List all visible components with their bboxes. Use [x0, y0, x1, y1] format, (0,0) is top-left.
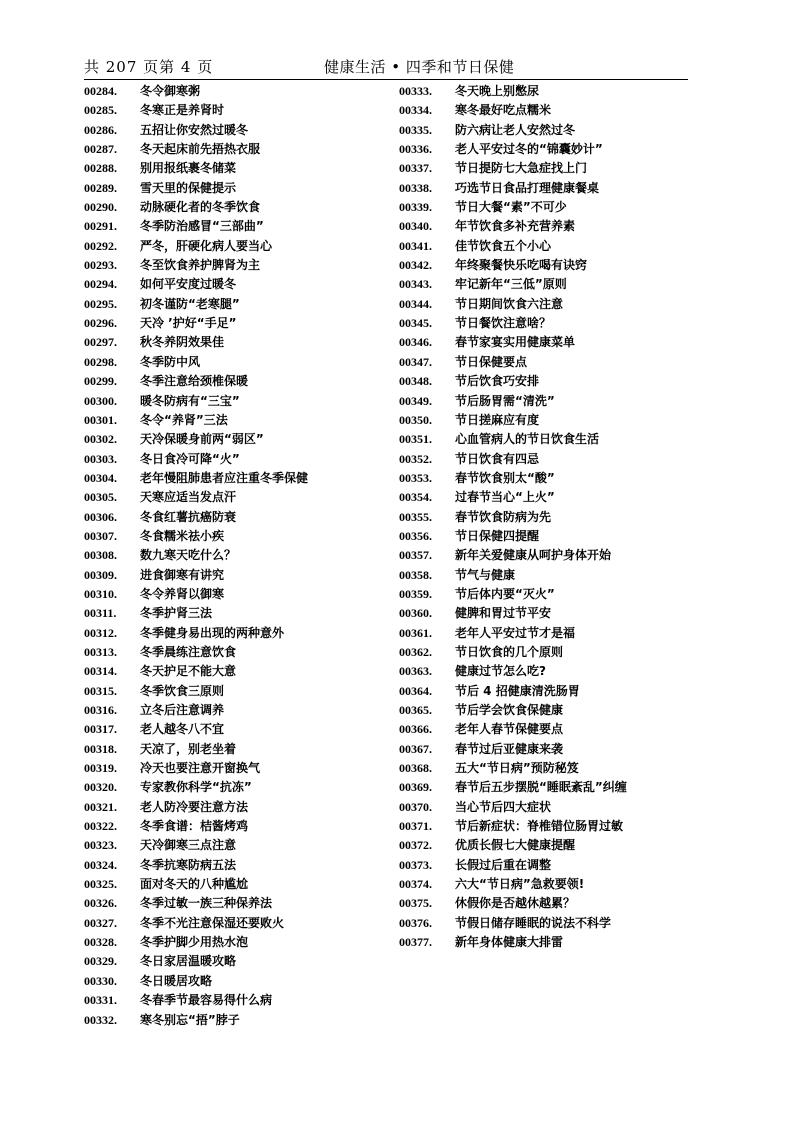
toc-entry[interactable]	[399, 817, 699, 836]
entry-title: 冬季健身易出现的两种意外	[140, 625, 285, 640]
toc-entry[interactable]	[84, 701, 384, 720]
entry-number: 00296.	[84, 316, 117, 331]
entry-title: 进食御寒有讲究	[140, 567, 225, 582]
toc-entry[interactable]	[84, 372, 384, 391]
entry-number: 00304.	[84, 470, 117, 485]
entry-number: 00356.	[399, 528, 432, 543]
entry-number: 00370.	[399, 799, 432, 814]
toc-entry[interactable]	[84, 682, 384, 701]
toc-entry[interactable]	[84, 643, 384, 662]
entry-title: 六大“节日病”急救要领!	[455, 877, 585, 892]
entry-title: 冬季护脚少用热水泡	[140, 935, 249, 950]
entry-number: 00361.	[399, 625, 432, 640]
toc-entry[interactable]	[84, 817, 384, 836]
entry-title: 佳节饮食五个小心	[455, 238, 552, 253]
toc-entry[interactable]	[84, 759, 384, 778]
toc-entry[interactable]	[84, 159, 384, 178]
entry-number: 00341.	[399, 238, 432, 253]
entry-title: 老人越冬八不宜	[140, 722, 225, 737]
entry-title: 节日搓麻应有度	[455, 412, 540, 427]
toc-column-left	[84, 82, 384, 1030]
entry-number: 00339.	[399, 200, 432, 215]
toc-entry[interactable]	[399, 121, 699, 140]
toc-entry[interactable]	[399, 256, 699, 275]
entry-title: 节日饮食有四忌	[455, 451, 540, 466]
entry-number: 00334.	[399, 103, 432, 118]
entry-title: 初冬谨防“老寒腿”	[140, 296, 240, 311]
entry-number: 00374.	[399, 877, 432, 892]
toc-entry[interactable]	[399, 333, 699, 352]
entry-number: 00325.	[84, 877, 117, 892]
entry-title: 冬季不光注意保湿还要败火	[140, 915, 285, 930]
entry-number: 00354.	[399, 490, 432, 505]
entry-number: 00289.	[84, 180, 117, 195]
entry-number: 00367.	[399, 741, 432, 756]
entry-number: 00343.	[399, 277, 432, 292]
entry-title: 节日饮食的几个原则	[455, 644, 564, 659]
entry-title: 冬至饮食养护脾肾为主	[140, 258, 261, 273]
entry-number: 00317.	[84, 722, 117, 737]
entry-title: 年终聚餐快乐吃喝有诀窍	[455, 258, 588, 273]
toc-entry[interactable]	[84, 624, 384, 643]
entry-title: 当心节后四大症状	[455, 799, 552, 814]
toc-entry[interactable]	[399, 140, 699, 159]
toc-entry[interactable]	[84, 179, 384, 198]
entry-title: 天凉了，别老坐着	[140, 741, 237, 756]
entry-title: 寒冬最好吃点糯米	[455, 103, 552, 118]
toc-entry[interactable]	[399, 643, 699, 662]
entry-title: 天寒应适当发点汗	[140, 490, 237, 505]
toc-entry[interactable]	[399, 353, 699, 372]
toc-entry[interactable]	[84, 314, 384, 333]
toc-entry[interactable]	[399, 933, 699, 952]
entry-number: 00340.	[399, 219, 432, 234]
toc-entry[interactable]	[399, 875, 699, 894]
entry-title: 健康过节怎么吃?	[455, 664, 546, 679]
entry-number: 00349.	[399, 393, 432, 408]
entry-title: 天冷 ’护好“手足”	[140, 316, 237, 331]
entry-number: 00333.	[399, 84, 432, 98]
entry-number: 00373.	[399, 857, 432, 872]
entry-number: 00313.	[84, 644, 117, 659]
entry-number: 00338.	[399, 180, 432, 195]
entry-title: 暖冬防病有“三宝”	[140, 393, 240, 408]
entry-number: 00306.	[84, 509, 117, 524]
toc-entry[interactable]	[399, 159, 699, 178]
toc-entry[interactable]	[399, 740, 699, 759]
entry-number: 00375.	[399, 896, 432, 911]
entry-title: 如何平安度过暖冬	[140, 277, 237, 292]
entry-title: 老年慢阻肺患者应注重冬季保健	[140, 470, 309, 485]
entry-title: 五大“节日病”预防秘笈	[455, 761, 579, 776]
entry-number: 00308.	[84, 548, 117, 563]
entry-number: 00299.	[84, 374, 117, 389]
entry-title: 专家教你科学“抗冻”	[140, 780, 252, 795]
entry-number: 00302.	[84, 432, 117, 447]
entry-title: 冬令“养肾”三法	[140, 412, 228, 427]
entry-title: 节后学会饮食保健康	[455, 703, 564, 717]
entry-number: 00323.	[84, 838, 117, 853]
entry-number: 00352.	[399, 451, 432, 466]
entry-title: 春节过后亚健康来袭	[455, 741, 564, 756]
toc-entry[interactable]	[84, 469, 384, 488]
toc-entry[interactable]	[399, 275, 699, 294]
entry-title: 冬季晨练注意饮食	[140, 644, 237, 659]
toc-entry[interactable]	[84, 875, 384, 894]
entry-number: 00344.	[399, 296, 432, 311]
entry-number: 00351.	[399, 432, 432, 447]
entry-title: 节后 4 招健康清洗肠胃	[455, 683, 580, 698]
entry-number: 00328.	[84, 935, 117, 950]
toc-entry[interactable]	[84, 894, 384, 913]
toc-entry[interactable]	[84, 798, 384, 817]
toc-entry[interactable]	[84, 972, 384, 991]
entry-title: 冬令养肾以御寒	[140, 586, 225, 601]
entry-title: 节日大餐“素”不可少	[455, 200, 567, 215]
toc-entry[interactable]	[84, 333, 384, 352]
entry-title: 冬天起床前先捂热衣服	[140, 142, 261, 157]
entry-number: 00329.	[84, 954, 117, 969]
entry-title: 冬季饮食三原则	[140, 683, 225, 698]
entry-number: 00320.	[84, 780, 117, 795]
toc-entry[interactable]	[84, 353, 384, 372]
entry-number: 00285.	[84, 103, 117, 118]
entry-title: 老年人春节保健要点	[455, 722, 564, 737]
toc-entry[interactable]	[399, 759, 699, 778]
toc-entry[interactable]	[399, 836, 699, 855]
entry-title: 节后饮食巧安排	[455, 374, 540, 389]
entry-title: 别用报纸裹冬储菜	[140, 161, 237, 176]
entry-number: 00319.	[84, 761, 117, 776]
toc-entry[interactable]	[399, 778, 699, 797]
entry-title: 新年身体健康大排雷	[455, 935, 564, 950]
toc-entry[interactable]	[399, 314, 699, 333]
toc-entry[interactable]	[84, 836, 384, 855]
toc-entry[interactable]	[399, 392, 699, 411]
entry-number: 00305.	[84, 490, 117, 505]
entry-number: 00297.	[84, 335, 117, 350]
toc-entry[interactable]	[84, 585, 384, 604]
entry-number: 00364.	[399, 683, 432, 698]
entry-title: 心血管病人的节日饮食生活	[455, 432, 600, 447]
entry-number: 00347.	[399, 354, 432, 369]
entry-number: 00312.	[84, 625, 117, 640]
entry-title: 节后新症状：脊椎错位肠胃过敏	[455, 819, 624, 834]
entry-number: 00359.	[399, 586, 432, 601]
entry-number: 00377.	[399, 935, 432, 950]
entry-number: 00371.	[399, 819, 432, 834]
toc-entry[interactable]	[84, 275, 384, 294]
entry-title: 动脉硬化者的冬季饮食	[140, 200, 261, 215]
toc-entry[interactable]	[399, 198, 699, 217]
entry-title: 冬春季节最容易得什么病	[140, 993, 273, 1008]
entry-title: 老人防冷要注意方法	[140, 799, 249, 814]
entry-number: 00310.	[84, 586, 117, 601]
entry-number: 00332.	[84, 1012, 117, 1027]
entry-number: 00350.	[399, 412, 432, 427]
entry-number: 00322.	[84, 819, 117, 834]
entry-number: 00357.	[399, 548, 432, 563]
entry-title: 休假你是否越休越累？	[455, 896, 576, 911]
toc-entry[interactable]	[84, 740, 384, 759]
toc-entry[interactable]	[84, 488, 384, 507]
toc-entry[interactable]	[399, 546, 699, 565]
entry-number: 00327.	[84, 915, 117, 930]
entry-title: 年节饮食多补充营养素	[455, 219, 576, 234]
entry-title: 长假过后重在调整	[455, 857, 552, 872]
entry-number: 00318.	[84, 741, 117, 756]
entry-title: 老年人平安过节才是福	[455, 625, 576, 640]
toc-entry[interactable]	[84, 198, 384, 217]
entry-number: 00362.	[399, 644, 432, 659]
toc-entry[interactable]	[84, 856, 384, 875]
entry-title: 冬日家居温暖攻略	[140, 954, 237, 969]
entry-number: 00348.	[399, 374, 432, 389]
entry-number: 00369.	[399, 780, 432, 795]
entry-number: 00324.	[84, 857, 117, 872]
entry-title: 天冷保暖身前两“弱区”	[140, 432, 264, 447]
entry-number: 00303.	[84, 451, 117, 466]
toc-entry[interactable]	[399, 101, 699, 120]
entry-title: 节日保健四提醒	[455, 528, 540, 543]
entry-title: 冷天也要注意开窗换气	[140, 761, 261, 776]
toc-entry[interactable]	[399, 798, 699, 817]
entry-number: 00284.	[84, 84, 117, 98]
entry-title: 健脾和胃过节平安	[455, 606, 552, 621]
entry-number: 00300.	[84, 393, 117, 408]
toc-entry[interactable]	[84, 450, 384, 469]
toc-entry[interactable]	[399, 701, 699, 720]
entry-number: 00355.	[399, 509, 432, 524]
entry-number: 00295.	[84, 296, 117, 311]
entry-number: 00298.	[84, 354, 117, 369]
entry-title: 冬令御寒粥	[140, 84, 201, 98]
entry-title: 春节家宴实用健康菜单	[455, 335, 576, 350]
entry-number: 00321.	[84, 799, 117, 814]
toc-entry[interactable]	[84, 430, 384, 449]
entry-number: 00353.	[399, 470, 432, 485]
toc-entry[interactable]	[399, 450, 699, 469]
toc-entry[interactable]	[84, 914, 384, 933]
entry-number: 00365.	[399, 703, 432, 717]
entry-number: 00331.	[84, 993, 117, 1008]
entry-title: 秋冬养阴效果佳	[140, 335, 225, 350]
toc-column-right	[399, 82, 699, 952]
header-divider	[84, 79, 688, 80]
entry-title: 冬天晚上别憋尿	[455, 84, 540, 98]
entry-title: 春节饮食防病为先	[455, 509, 552, 524]
entry-number: 00366.	[399, 722, 432, 737]
toc-entry[interactable]	[399, 914, 699, 933]
toc-entry[interactable]	[399, 217, 699, 236]
entry-title: 春节后五步摆脱“睡眠紊乱”纠缠	[455, 780, 627, 795]
entry-number: 00288.	[84, 161, 117, 176]
entry-title: 冬季过敏一族三种保养法	[140, 896, 273, 911]
entry-number: 00293.	[84, 258, 117, 273]
entry-title: 冬季抗寒防病五法	[140, 857, 237, 872]
entry-number: 00286.	[84, 122, 117, 137]
entry-number: 00335.	[399, 122, 432, 137]
entry-number: 00376.	[399, 915, 432, 930]
toc-entry[interactable]	[84, 256, 384, 275]
entry-number: 00342.	[399, 258, 432, 273]
entry-title: 冬寒正是养肾时	[140, 103, 225, 118]
entry-number: 00368.	[399, 761, 432, 776]
toc-entry[interactable]	[84, 237, 384, 256]
entry-title: 严冬，肝硬化病人要当心	[140, 238, 273, 253]
entry-title: 天冷御寒三点注意	[140, 838, 237, 853]
entry-number: 00345.	[399, 316, 432, 331]
page-title: 健康生活 • 四季和节日保健	[324, 58, 515, 76]
entry-number: 00316.	[84, 703, 117, 717]
toc-entry[interactable]	[399, 527, 699, 546]
toc-entry[interactable]	[399, 430, 699, 449]
entry-title: 冬食红薯抗癌防衰	[140, 509, 237, 524]
toc-entry[interactable]	[84, 140, 384, 159]
toc-entry[interactable]	[84, 82, 384, 101]
entry-number: 00309.	[84, 567, 117, 582]
entry-title: 冬日食冷可降“火”	[140, 451, 240, 466]
entry-number: 00326.	[84, 896, 117, 911]
entry-title: 节日提防七大急症找上门	[455, 161, 588, 176]
toc-entry[interactable]	[399, 720, 699, 739]
toc-entry[interactable]	[84, 933, 384, 952]
entry-title: 老人平安过冬的“锦囊妙计”	[455, 142, 603, 157]
toc-entry[interactable]	[84, 566, 384, 585]
toc-entry[interactable]	[84, 527, 384, 546]
entry-number: 00292.	[84, 238, 117, 253]
toc-entry[interactable]	[399, 82, 699, 101]
entry-title: 节后体内要“灭火”	[455, 586, 555, 601]
entry-title: 冬季护肾三法	[140, 606, 213, 621]
entry-number: 00363.	[399, 664, 432, 679]
toc-entry[interactable]	[84, 778, 384, 797]
entry-number: 00291.	[84, 219, 117, 234]
toc-entry[interactable]	[84, 217, 384, 236]
toc-entry[interactable]	[84, 508, 384, 527]
toc-entry[interactable]	[399, 662, 699, 681]
page-header	[84, 56, 688, 80]
entry-title: 冬季食谱：桔酱烤鸡	[140, 819, 249, 834]
entry-number: 00360.	[399, 606, 432, 621]
entry-title: 五招让你安然过暖冬	[140, 122, 249, 137]
entry-title: 寒冬别忘“捂”脖子	[140, 1012, 240, 1027]
entry-title: 冬季注意给颈椎保暖	[140, 374, 249, 389]
entry-number: 00372.	[399, 838, 432, 853]
toc-entry[interactable]	[399, 508, 699, 527]
entry-title: 节日保健要点	[455, 354, 528, 369]
entry-number: 00346.	[399, 335, 432, 350]
toc-entry[interactable]	[399, 604, 699, 623]
entry-title: 冬日暖居攻略	[140, 973, 213, 988]
toc-entry[interactable]	[84, 952, 384, 971]
entry-title: 优质长假七大健康提醒	[455, 838, 576, 853]
entry-title: 春节饮食别太“酸”	[455, 470, 555, 485]
toc-entry[interactable]	[84, 991, 384, 1010]
entry-title: 牢记新年“三低”原则	[455, 277, 567, 292]
entry-title: 节日期间饮食六注意	[455, 296, 564, 311]
entry-title: 冬季防中风	[140, 354, 201, 369]
entry-number: 00287.	[84, 142, 117, 157]
toc-entry[interactable]	[399, 372, 699, 391]
entry-number: 00336.	[399, 142, 432, 157]
entry-number: 00330.	[84, 973, 117, 988]
entry-title: 巧选节日食品打理健康餐桌	[455, 180, 600, 195]
entry-number: 00294.	[84, 277, 117, 292]
entry-title: 雪天里的保健提示	[140, 180, 237, 195]
toc-entry[interactable]	[84, 720, 384, 739]
toc-entry[interactable]	[399, 585, 699, 604]
toc-entry[interactable]	[84, 662, 384, 681]
page-info: 共 207 页第 4 页	[84, 58, 214, 76]
entry-title: 新年关爱健康从呵护身体开始	[455, 548, 612, 563]
entry-title: 冬季防治感冒“三部曲”	[140, 219, 264, 234]
entry-title: 节日餐饮注意啥？	[455, 316, 552, 331]
entry-number: 00301.	[84, 412, 117, 427]
toc-entry[interactable]	[84, 392, 384, 411]
entry-number: 00315.	[84, 683, 117, 698]
toc-entry[interactable]	[399, 411, 699, 430]
toc-entry[interactable]	[399, 856, 699, 875]
entry-number: 00337.	[399, 161, 432, 176]
toc-entry[interactable]	[399, 566, 699, 585]
toc-entry[interactable]	[84, 101, 384, 120]
entry-title: 节气与健康	[455, 567, 516, 582]
entry-title: 冬天护足不能大意	[140, 664, 237, 679]
entry-title: 立冬后注意调养	[140, 703, 225, 717]
entry-title: 数九寒天吃什么？	[140, 548, 237, 563]
toc-entry[interactable]	[399, 488, 699, 507]
entry-title: 节后肠胃需“清洗”	[455, 393, 555, 408]
toc-entry[interactable]	[84, 121, 384, 140]
entry-number: 00314.	[84, 664, 117, 679]
entry-title: 防六病让老人安然过冬	[455, 122, 576, 137]
toc-entry[interactable]	[84, 546, 384, 565]
entry-number: 00311.	[84, 606, 117, 621]
toc-entry[interactable]	[399, 179, 699, 198]
toc-entry[interactable]	[84, 604, 384, 623]
toc-entry[interactable]	[84, 1011, 384, 1030]
toc-entry[interactable]	[84, 411, 384, 430]
entry-title: 节假日储存睡眠的说法不科学	[455, 915, 612, 930]
toc-entry[interactable]	[399, 894, 699, 913]
toc-entry[interactable]	[399, 295, 699, 314]
entry-title: 过春节当心“上火”	[455, 490, 555, 505]
toc-entry[interactable]	[399, 469, 699, 488]
entry-number: 00307.	[84, 528, 117, 543]
toc-entry[interactable]	[399, 237, 699, 256]
entry-number: 00358.	[399, 567, 432, 582]
toc-entry[interactable]	[399, 624, 699, 643]
entry-title: 冬食糯米祛小疾	[140, 528, 225, 543]
entry-number: 00290.	[84, 200, 117, 215]
entry-title: 面对冬天的八种尴尬	[140, 877, 249, 892]
toc-entry[interactable]	[84, 295, 384, 314]
toc-entry[interactable]	[399, 682, 699, 701]
